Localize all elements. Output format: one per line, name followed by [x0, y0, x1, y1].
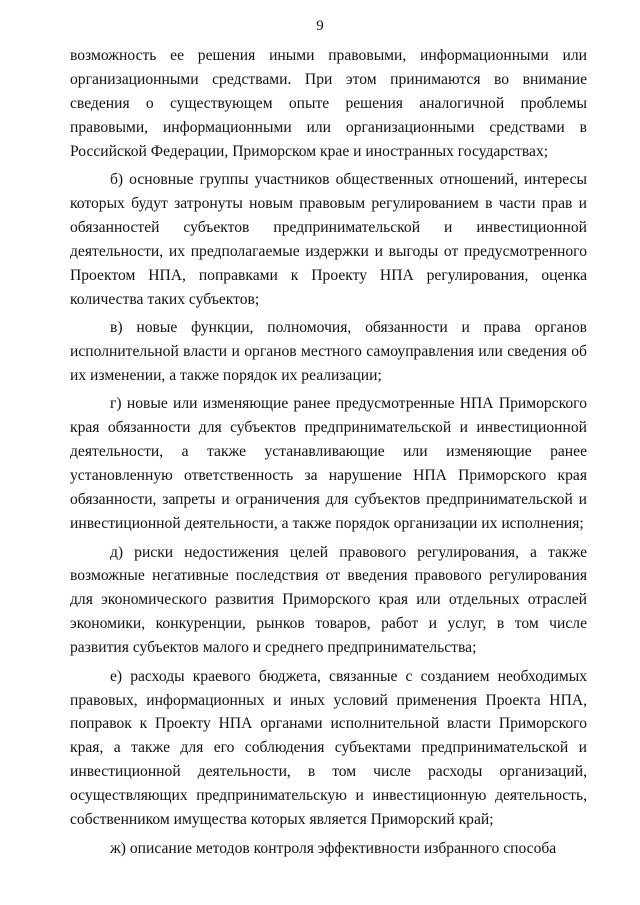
paragraph-item-zh: ж) описание методов контроля эффективности избранного способа — [110, 839, 557, 857]
document-body — [70, 44, 587, 865]
page-number: 9 — [316, 18, 324, 34]
paragraph-item-e: е) расходы краевого бюджета, связанные с созданием необходимых правовых, информационных и иных условий применения Проекта НПА, поправок к Проекту НПА органами исполнительной власти Приморского края, а также для его соблюдения субъектами предпринимательской и инвестиционной деятельности, в том числе расходы организаций, осуществляющих предпринимательскую и инвестиционную деятельность, собственником имущества которых является Приморский край; — [70, 667, 587, 829]
paragraph-item-b: б) основные группы участников общественных отношений, интересы которых будут затронуты новым правовым регулированием в части прав и обязанностей субъектов предпринимательской и инвестиционной деятельности, их предполагаемые издержки и выгоды от предусмотренного Проектом НПА, поправками к Проекту НПА регулирования, оценка количества таких субъектов; — [70, 171, 587, 308]
paragraph-continuation: возможность ее решения иными правовыми, информационными или организационными средствами. При этом принимаются во внимание сведения о существующем опыте решения аналогичной проблемы правовыми, информационными или организационными средствами в Российской Федерации, Приморском крае и иностранных государствах; — [70, 47, 587, 160]
paragraph-item-d: д) риски недостижения целей правового регулирования, а также возможные негативные последствия от введения правового регулирования для экономического развития Приморского края или отдельных отраслей экономики, конкуренции, рынков товаров, работ и услуг, в том числе развития субъектов малого и среднего предпринимательства; — [70, 543, 587, 657]
paragraph-item-v: в) новые функции, полномочия, обязанности и права органов исполнительной власти и органов местного самоуправления или сведения об их изменении, а также порядок их реализации; — [70, 319, 587, 384]
paragraph-item-g: г) новые или изменяющие ранее предусмотренные НПА Приморского края обязанности для субъектов предпринимательской и инвестиционной деятельности, а также устанавливающие или изменяющие ранее установленную ответственность за нарушение НПА Приморского края обязанности, запреты и ограничения для субъектов предпринимательской и инвестиционной деятельности, а также порядок организации их исполнения; — [70, 395, 587, 532]
